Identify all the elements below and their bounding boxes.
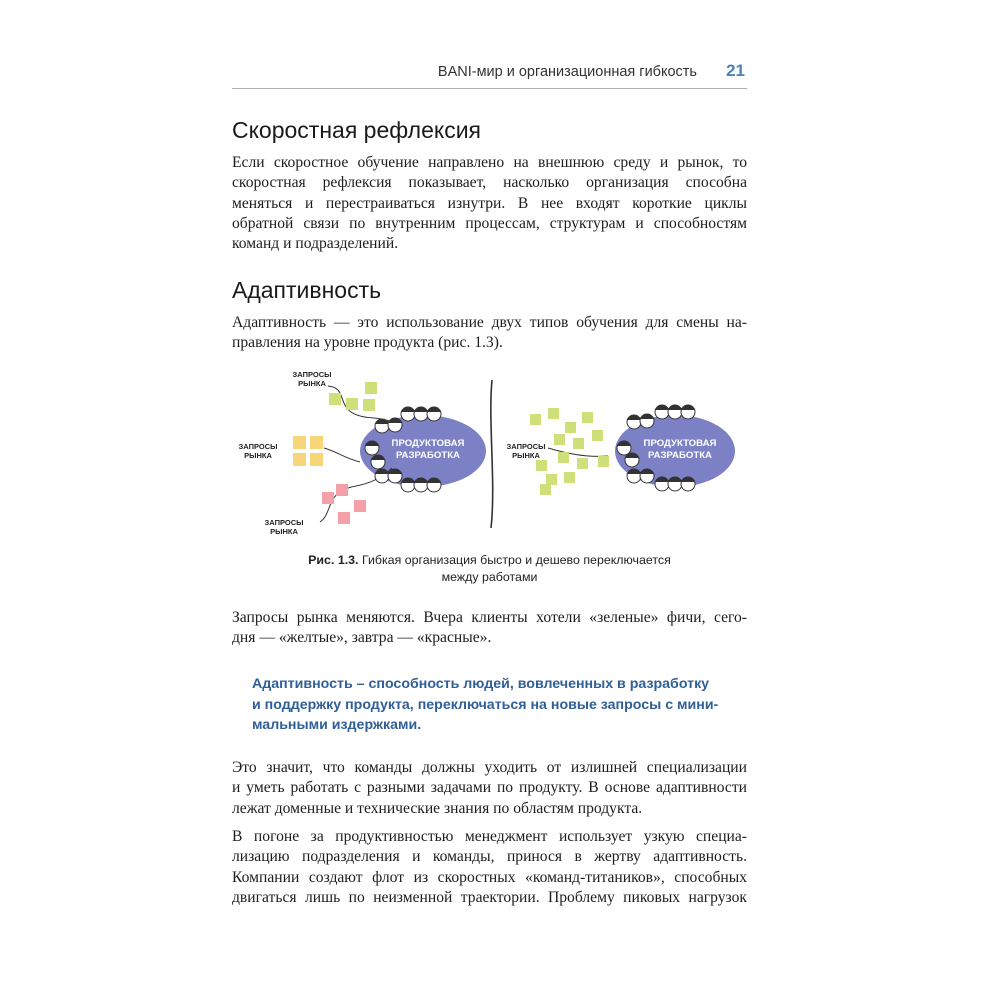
- text-line: обратной связи по внутренним процессам, структурам и способностям: [232, 214, 747, 232]
- heading-adaptivity: Адаптивность: [232, 277, 382, 303]
- text-line: команд и подразделений.: [232, 235, 399, 253]
- callout-line: Адаптивность – способность людей, вовлеченных в разработку: [252, 676, 710, 692]
- heading-speed-reflection: Скоростная рефлексия: [232, 117, 482, 143]
- page-number: 21: [726, 61, 745, 80]
- text-line: Компании создают флот из скоростных «команд-титаников», способных: [232, 868, 747, 886]
- sticker-green: [565, 422, 576, 433]
- sticker-pink: [322, 492, 334, 504]
- label-product-development-left: ПРОДУКТОВАЯ РАЗРАБОТКА: [391, 438, 465, 461]
- text-line: Запросы рынка меняются. Вчера клиенты хотели «зеленые» фичи, сего-: [232, 609, 747, 626]
- sticker-green: [540, 484, 551, 495]
- sticker-green: [577, 458, 588, 469]
- text-line: лежат доменные и технические знания по областям продукта.: [232, 799, 643, 817]
- sticker-green: [329, 393, 341, 405]
- sticker-green: [598, 456, 609, 467]
- sticker-yellow: [293, 436, 306, 449]
- paragraph-speed-reflection: [232, 153, 747, 254]
- text-line: лизацию подразделения и команды, принося в жертву адаптивность.: [232, 848, 747, 866]
- text-line: правления на уровне продукта (рис. 1.3).: [232, 334, 503, 352]
- text-line: Если скоростное обучение направлено на внешнюю среду и рынок, то: [232, 154, 747, 171]
- paragraph-adaptivity-intro: [232, 313, 747, 354]
- sticker-green: [582, 412, 593, 423]
- label-product-development-right: ПРОДУКТОВАЯ РАЗРАБОТКА: [643, 438, 717, 461]
- sticker-green: [546, 474, 557, 485]
- text-line: скоростная рефлексия показывает, насколько организация способна: [232, 174, 747, 192]
- sticker-green: [363, 399, 375, 411]
- connector-line-middle: [324, 448, 360, 462]
- text-line: меняться и перестраиваться изнутри. В нее входят короткие циклы: [232, 194, 747, 212]
- label-market-requests-middle: ЗАПРОСЫ РЫНКА: [238, 442, 278, 460]
- label-market-requests-bottom: ЗАПРОСЫ РЫНКА: [264, 518, 304, 536]
- text-line: дня — «желтые», завтра — «красные».: [232, 629, 492, 647]
- label-market-requests-top: ЗАПРОСЫ РЫНКА: [292, 370, 332, 388]
- label-market-requests-right: ЗАПРОСЫ РЫНКА: [506, 442, 546, 460]
- sticker-green: [365, 382, 377, 394]
- text-line: и уметь работать с разными задачами по продукту. В основе адаптивности: [232, 779, 747, 797]
- figure-caption: [232, 552, 747, 586]
- sticker-pink: [336, 484, 348, 496]
- sticker-green: [573, 438, 584, 449]
- sticker-green: [530, 414, 541, 425]
- sticker-yellow: [310, 436, 323, 449]
- sticker-green: [592, 430, 603, 441]
- paragraph-market-requests: [232, 608, 747, 649]
- figure-divider: [491, 380, 493, 528]
- definition-callout: [252, 674, 742, 736]
- text-line: В погоне за продуктивностью менеджмент использует узкую специа-: [232, 828, 747, 845]
- sticker-yellow: [310, 453, 323, 466]
- text-line: Это значит, что команды должны уходить от излишней специализации: [232, 759, 747, 776]
- running-header: [232, 62, 747, 89]
- sticker-green: [558, 452, 569, 463]
- paragraph-productivity: [232, 827, 747, 908]
- connector-line-right: [548, 448, 608, 456]
- callout-line: мальными издержками.: [252, 717, 422, 733]
- callout-line: и поддержку продукта, переключаться на новые запросы с мини-: [252, 696, 719, 713]
- paragraph-specialization: [232, 758, 747, 819]
- sticker-green: [536, 460, 547, 471]
- sticker-yellow: [293, 453, 306, 466]
- sticker-green: [346, 398, 358, 410]
- text-line: Адаптивность — это использование двух типов обучения для смены на-: [232, 314, 747, 331]
- sticker-pink: [338, 512, 350, 524]
- caption-line-1: [232, 552, 747, 569]
- header-title: BANI-мир и организационная гибкость: [437, 64, 697, 80]
- caption-number: Рис. 1.3.: [308, 553, 359, 567]
- sticker-green: [548, 408, 559, 419]
- text-line: двигаться лишь по неизменной траектории. Проблему пиковых нагрузок: [232, 888, 747, 906]
- figure-1-3: [232, 370, 747, 536]
- sticker-pink: [354, 500, 366, 512]
- caption-line-2: между работами: [441, 570, 538, 584]
- sticker-green: [564, 472, 575, 483]
- caption-text-1: Гибкая организация быстро и дешево переключается: [361, 553, 671, 567]
